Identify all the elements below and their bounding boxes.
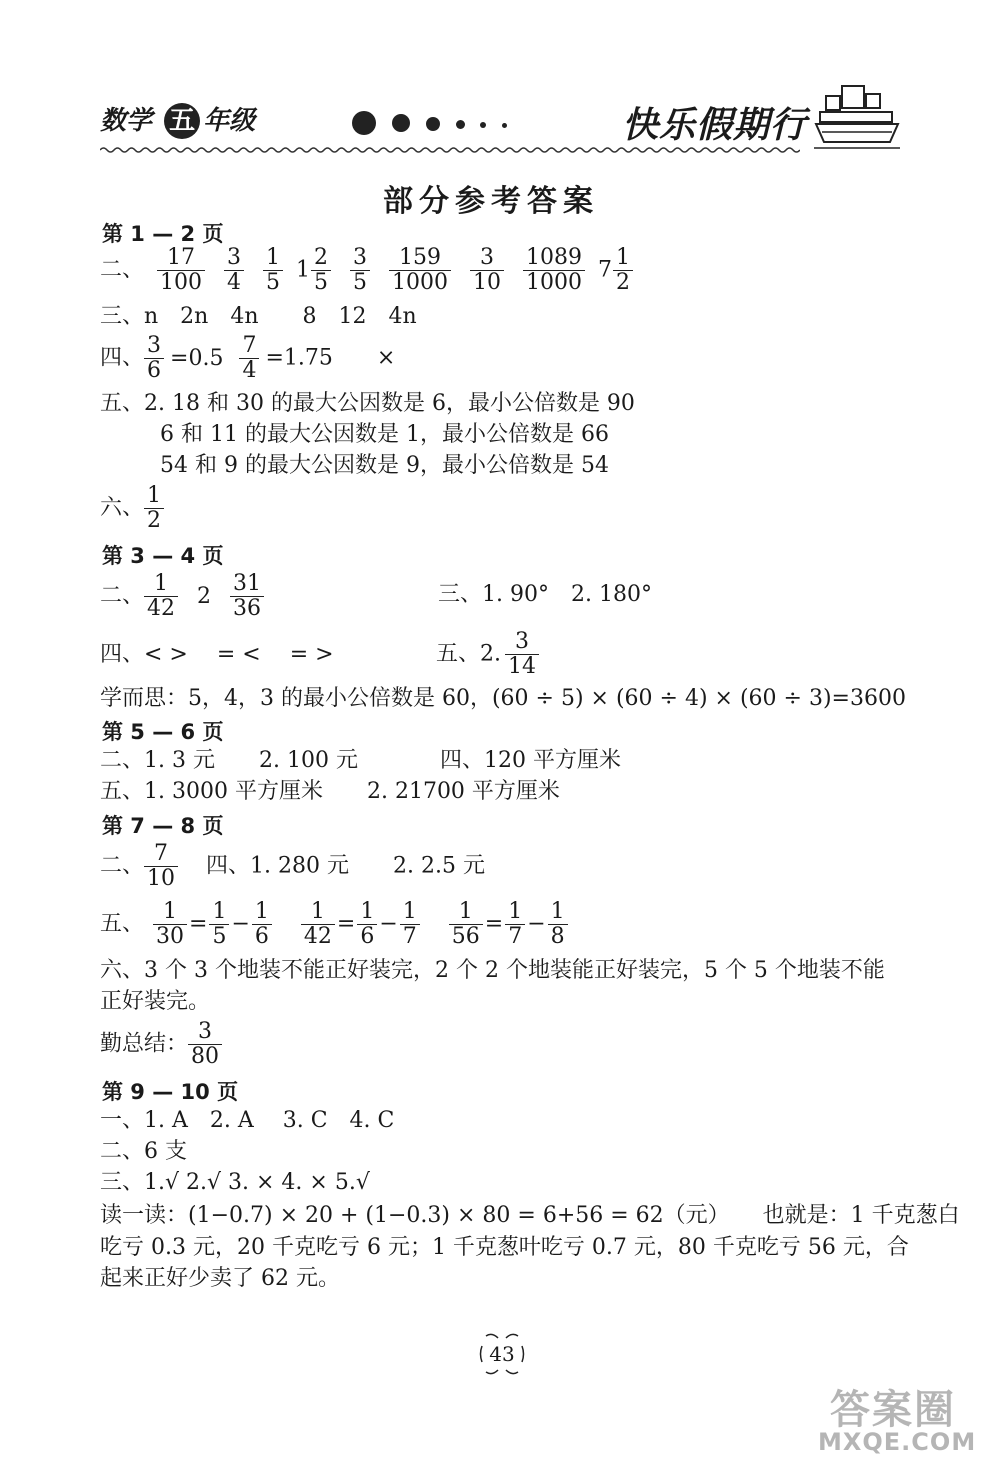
answer-line-5-read-b: 吃亏 0.3 元，20 千克吃亏 6 元；1 千克葱叶吃亏 0.7 元，80 千克吃亏 56 元，合 xyxy=(100,1235,909,1260)
answer-line-1-6: 六、 $\frac{1}{2}$ xyxy=(100,484,170,533)
watermark-logo: 答案圈 xyxy=(830,1387,956,1433)
answer-line-4-qin: 勤总结： $\frac{3}{80}$ xyxy=(100,1020,228,1069)
page-number: 43 xyxy=(489,1342,515,1366)
grade-badge: 五 xyxy=(164,103,200,139)
answer-line-5-read-a: 读一读：(1−0.7) × 20 + (1−0.3) × 80 = 6+56 = 62（元） 也就是：1 千克葱白 xyxy=(100,1203,960,1228)
fraction: $\frac{1}{2}$ xyxy=(144,484,164,533)
fraction: $\frac{1}{5}$ xyxy=(209,900,229,949)
fraction: $\frac{7}{4}$ xyxy=(239,334,259,383)
answer-line-1-5c: 54 和 9 的最大公因数是 9，最小公倍数是 54 xyxy=(160,453,609,478)
item-label: 二、 xyxy=(100,257,145,283)
fraction: $\frac{1}{6}$ xyxy=(252,900,272,949)
answer-line-1-3: 三、n 2n 4n 8 12 4n xyxy=(100,304,417,329)
answer-line-2-xue: 学而思：5，4，3 的最小公倍数是 60，(60 ÷ 5) × (60 ÷ 4) × (60 ÷ 3)=3600 xyxy=(100,686,906,711)
fraction: $\frac{3}{80}$ xyxy=(188,1020,222,1069)
fraction: $\frac{1089}{1000}$ xyxy=(523,246,585,295)
fraction: $\frac{1}{42}$ xyxy=(301,900,335,949)
answer-line-1-2 xyxy=(100,246,639,295)
decorative-border xyxy=(100,146,800,154)
answer-line-3-5: 五、1. 3000 平方厘米 2. 21700 平方厘米 xyxy=(100,779,560,804)
answer-line-2-2: 二、 $\frac{1}{42}$ 2 $\frac{31}{36}$ xyxy=(100,572,270,621)
answer-line-4-6a: 六、3 个 3 个地装不能正好装完，2 个 2 个地装能正好装完，5 个 5 个地装不能 xyxy=(100,958,885,983)
answer-line-1-5b: 6 和 11 的最大公因数是 1，最小公倍数是 66 xyxy=(160,422,609,447)
mixed-whole: 7 xyxy=(598,257,613,283)
fraction: $\frac{7}{10}$ xyxy=(144,842,178,891)
answer-line-3-2: 二、1. 3 元 2. 100 元 xyxy=(100,748,358,773)
fraction: $\frac{3}{5}$ xyxy=(350,246,370,295)
fraction: $\frac{1}{56}$ xyxy=(449,900,483,949)
answer-line-2-5: 五、2. $\frac{3}{14}$ xyxy=(436,630,545,679)
answer-line-5-2: 二、6 支 xyxy=(100,1139,187,1164)
fraction: $\frac{1}{42}$ xyxy=(144,572,178,621)
section-heading-3: 第 5 — 6 页 xyxy=(102,720,224,744)
fraction: $\frac{159}{1000}$ xyxy=(389,246,451,295)
page-number-ornament xyxy=(478,1330,526,1378)
answer-line-5-read-c: 起来正好少卖了 62 元。 xyxy=(100,1266,340,1291)
series-title: 快乐假期行 xyxy=(622,105,808,146)
fraction: $\frac{3}{6}$ xyxy=(144,334,164,383)
header-subject xyxy=(100,100,255,139)
fraction: $\frac{1}{30}$ xyxy=(153,900,187,949)
answer-line-4-5: 五、 $\frac{1}{30}$ = $\frac{1}{5}$ − $\frac{1}{6}$ $\frac{1}{42}$ = $\frac{1}{6}$ − $\frac{1}{7}$ $\frac{1}{56}$ = $\frac{1}{7}$ − $\frac{1}{8}$ xyxy=(100,900,570,949)
watermark-url: MXQE.COM xyxy=(818,1428,977,1456)
answer-line-5-3: 三、1.√ 2.√ 3. × 4. × 5.√ xyxy=(100,1170,370,1195)
fraction: $\frac{1}{7}$ xyxy=(400,900,420,949)
mixed-whole: 1 xyxy=(296,257,311,283)
section-heading-4: 第 7 — 8 页 xyxy=(102,814,224,838)
section-heading-2: 第 3 — 4 页 xyxy=(102,544,224,568)
fraction: $\frac{3}{4}$ xyxy=(224,246,244,295)
ship-icon xyxy=(812,82,902,152)
fraction: $\frac{1}{8}$ xyxy=(548,900,568,949)
fraction: $\frac{1}{6}$ xyxy=(357,900,377,949)
fraction: $\frac{1}{5}$ xyxy=(263,246,283,295)
fraction: $\frac{2}{5}$ xyxy=(311,246,331,295)
grade-suffix: 年级 xyxy=(203,106,256,136)
fraction: $\frac{1}{7}$ xyxy=(505,900,525,949)
fraction: $\frac{31}{36}$ xyxy=(230,572,264,621)
fraction: $\frac{3}{14}$ xyxy=(505,630,539,679)
section-heading-1: 第 1 — 2 页 xyxy=(102,222,224,246)
fraction: $\frac{3}{10}$ xyxy=(470,246,504,295)
answer-line-4-2: 二、 $\frac{7}{10}$ 四、1. 280 元 2. 2.5 元 xyxy=(100,841,485,891)
page-title: 部分参考答案 xyxy=(383,184,599,219)
answer-line-5-1: 一、1. A 2. A 3. C 4. C xyxy=(100,1108,395,1133)
answer-line-2-4: 四、< > = < = > xyxy=(100,642,334,667)
fraction: $\frac{1}{2}$ xyxy=(613,246,633,295)
subject-label: 数学 xyxy=(100,106,153,136)
answer-line-2-3: 三、1. 90° 2. 180° xyxy=(438,582,652,607)
answer-line-1-4: 四、 $\frac{3}{6}$ =0.5 $\frac{7}{4}$ =1.75 × xyxy=(100,333,396,383)
answer-line-3-4: 四、120 平方厘米 xyxy=(440,748,621,773)
answer-line-4-6b: 正好装完。 xyxy=(100,989,211,1014)
answer-line-1-5a: 五、2. 18 和 30 的最大公因数是 6，最小公倍数是 90 xyxy=(100,391,635,416)
section-heading-5: 第 9 — 10 页 xyxy=(102,1080,239,1104)
fraction: $\frac{17}{100}$ xyxy=(157,246,205,295)
